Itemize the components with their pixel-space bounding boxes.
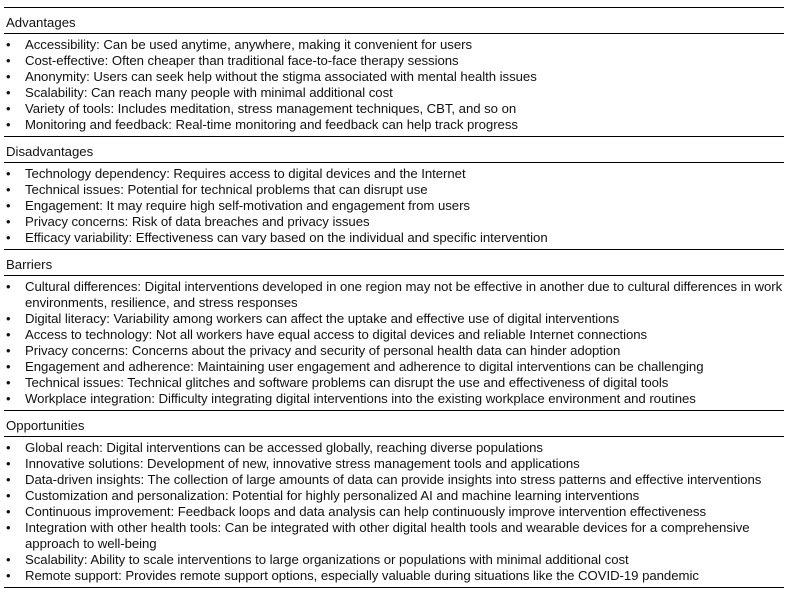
list-item: • Technical issues: Technical glitches and software problems can disrupt the use and effectiveness of digital tools	[6, 375, 669, 390]
list-item: • Engagement and adherence: Maintaining user engagement and adherence to digital interventions can be challenging	[6, 359, 704, 374]
bullet-icon: •	[6, 279, 11, 294]
bullet-icon: •	[6, 440, 11, 455]
list-item: • Technology dependency: Requires access to digital devices and the Internet	[6, 166, 466, 181]
bullet-icon: •	[6, 198, 11, 213]
list-item: • Cultural differences: Digital interventions developed in one region may not be effective in another due to cultural differences in work environments, resilience, and stress responses	[6, 279, 783, 310]
section-opportunities	[4, 410, 784, 588]
list-item: • Data-driven insights: The collection of large amounts of data can provide insights into stress patterns and effective interventions	[6, 472, 762, 487]
list-item: • Privacy concerns: Concerns about the privacy and security of personal health data can hinder adoption	[6, 343, 621, 358]
bullet-icon: •	[6, 37, 11, 52]
bullet-icon: •	[6, 359, 11, 374]
bullet-icon: •	[6, 343, 11, 358]
bullet-icon: •	[6, 214, 11, 229]
bullet-icon: •	[6, 504, 11, 519]
bullet-icon: •	[6, 85, 11, 100]
bullet-icon: •	[6, 117, 11, 132]
opportunities-list	[4, 437, 784, 584]
section-header-disadvantages: Disadvantages	[4, 137, 784, 163]
bullet-icon: •	[6, 53, 11, 68]
section-barriers	[4, 249, 784, 410]
list-item: • Variety of tools: Includes meditation, stress management techniques, CBT, and so on	[6, 101, 517, 116]
list-item: • Accessibility: Can be used anytime, anywhere, making it convenient for users	[6, 37, 472, 52]
bullet-icon: •	[6, 182, 11, 197]
bullet-icon: •	[6, 311, 11, 326]
section-advantages	[4, 7, 784, 136]
list-item: • Remote support: Provides remote support options, especially valuable during situations like the COVID-19 pandemic	[6, 568, 699, 583]
swot-table	[4, 7, 784, 588]
list-item: • Technical issues: Potential for technical problems that can disrupt use	[6, 182, 428, 197]
bullet-icon: •	[6, 568, 11, 583]
section-header-barriers: Barriers	[4, 250, 784, 276]
list-item: • Access to technology: Not all workers have equal access to digital devices and reliable Internet connections	[6, 327, 648, 342]
list-item: • Efficacy variability: Effectiveness can vary based on the individual and specific intervention	[6, 230, 548, 245]
bullet-icon: •	[6, 520, 11, 535]
list-item: • Innovative solutions: Development of new, innovative stress management tools and applications	[6, 456, 580, 471]
list-item: • Continuous improvement: Feedback loops and data analysis can help continuously improve intervention effectiveness	[6, 504, 706, 519]
section-header-opportunities: Opportunities	[4, 411, 784, 437]
bullet-icon: •	[6, 472, 11, 487]
list-item: • Scalability: Ability to scale interventions to large organizations or populations with minimal additional cost	[6, 552, 629, 567]
bullet-icon: •	[6, 327, 11, 342]
list-item: • Anonymity: Users can seek help without the stigma associated with mental health issues	[6, 69, 537, 84]
bullet-icon: •	[6, 552, 11, 567]
section-header-advantages: Advantages	[4, 8, 784, 34]
advantages-list	[4, 34, 784, 133]
disadvantages-list	[4, 163, 784, 246]
bullet-icon: •	[6, 166, 11, 181]
bullet-icon: •	[6, 456, 11, 471]
bullet-icon: •	[6, 391, 11, 406]
list-item: • Scalability: Can reach many people with minimal additional cost	[6, 85, 393, 100]
bullet-icon: •	[6, 101, 11, 116]
barriers-list	[4, 276, 784, 407]
list-item: • Global reach: Digital interventions can be accessed globally, reaching diverse populations	[6, 440, 543, 455]
list-item: • Engagement: It may require high self-motivation and engagement from users	[6, 198, 470, 213]
list-item: • Customization and personalization: Potential for highly personalized AI and machine learning interventions	[6, 488, 640, 503]
list-item: • Monitoring and feedback: Real-time monitoring and feedback can help track progress	[6, 117, 518, 132]
list-item: • Workplace integration: Difficulty integrating digital interventions into the existing workplace environment and routines	[6, 391, 696, 406]
list-item: • Cost-effective: Often cheaper than traditional face-to-face therapy sessions	[6, 53, 459, 68]
section-disadvantages	[4, 136, 784, 249]
bullet-icon: •	[6, 375, 11, 390]
bullet-icon: •	[6, 488, 11, 503]
list-item: • Privacy concerns: Risk of data breaches and privacy issues	[6, 214, 370, 229]
bullet-icon: •	[6, 69, 11, 84]
bullet-icon: •	[6, 230, 11, 245]
list-item: • Digital literacy: Variability among workers can affect the uptake and effective use of digital interventions	[6, 311, 620, 326]
list-item: • Integration with other health tools: Can be integrated with other digital health tools and wearable devices for a comprehensive approach to well-being	[6, 520, 750, 551]
